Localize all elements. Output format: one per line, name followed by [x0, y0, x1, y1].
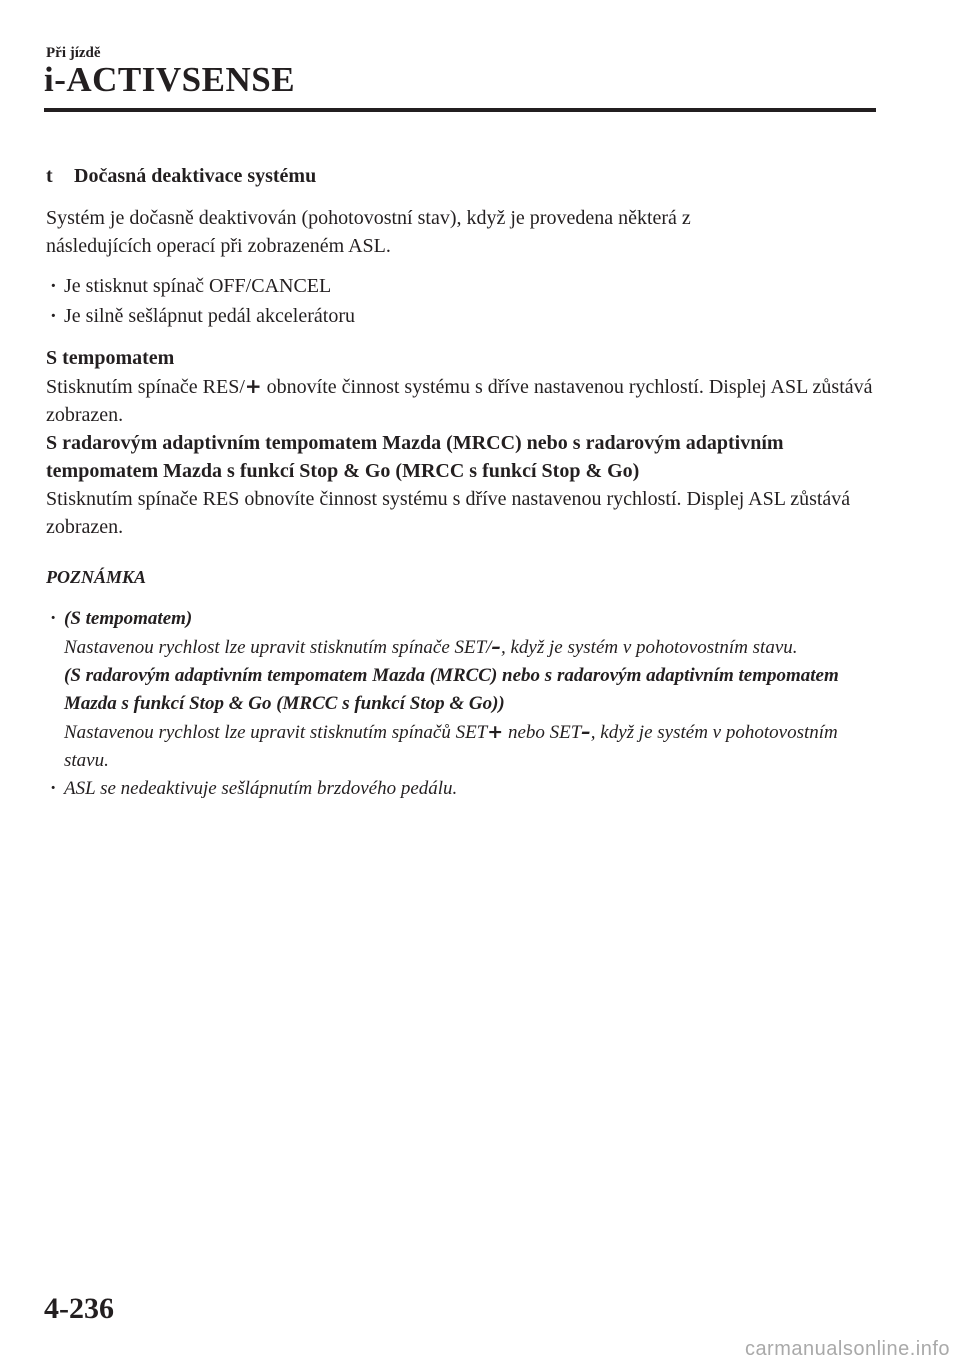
header-rule — [44, 108, 876, 112]
plus-icon: + — [487, 721, 504, 743]
plus-icon: + — [244, 374, 262, 398]
note-item-heading-2: (S radarovým adaptivním tempomatem Mazda (MRCC) nebo s radarovým adaptivním tempomatem Mazda s funkcí Stop & Go (MRCC s funkcí Stop & Go)) — [64, 665, 839, 714]
condition-list — [46, 272, 886, 330]
cruise-paragraph — [46, 372, 886, 429]
minus-icon: – — [491, 636, 501, 658]
note-text-start: Nastavenou rychlost lze upravit stisknutím spínače SET/ — [64, 637, 492, 658]
watermark: carmanualsonline.info — [744, 1338, 950, 1360]
cruise-text-end: obnovíte činnost systému s dříve nastavenou rychlostí. Displej ASL zůstává zobrazen. — [46, 376, 873, 426]
note-text-a: Nastavenou rychlost lze upravit stisknutím spínačů SET — [64, 722, 488, 743]
note-text-c: , když je systém v pohotovostním stavu. — [64, 722, 838, 771]
list-item: · Je stisknut spínač OFF/CANCEL — [46, 272, 886, 300]
cruise-text-start: Stisknutím spínače RES/ — [46, 376, 245, 398]
section-title: i-ACTIVSENSE — [44, 60, 296, 99]
note-heading: POZNÁMKA — [46, 567, 147, 587]
list-item: · Je silně sešlápnut pedál akcelerátoru — [46, 302, 886, 330]
note-item-text — [64, 633, 886, 662]
page-content — [46, 162, 886, 803]
subheading — [46, 162, 886, 190]
mrcc-heading: S radarovým adaptivním tempomatem Mazda (MRCC) nebo s radarovým adaptivním tempomatem Mazda s funkcí Stop & Go (MRCC s funkcí Stop & Go) — [46, 432, 784, 482]
intro-paragraph: Systém je dočasně deaktivován (pohotovostní stav), když je provedena některá z následujících operací při zobrazeném ASL. — [46, 207, 691, 257]
section-marker-icon: t — [46, 165, 53, 187]
subheading-text: Dočasná deaktivace systému — [74, 165, 317, 187]
chapter-label: Při jízdě — [46, 45, 101, 61]
note-item — [46, 605, 886, 775]
note-item: · ASL se nedeaktivuje sešlápnutím brzdového pedálu. — [46, 775, 886, 803]
note-item-text-2 — [64, 718, 886, 775]
mrcc-paragraph: Stisknutím spínače RES obnovíte činnost systému s dříve nastavenou rychlostí. Displej ASL zůstává zobrazen. — [46, 488, 851, 538]
minus-icon: – — [581, 721, 591, 743]
cruise-heading: S tempomatem — [46, 347, 175, 369]
page-number: 4-236 — [44, 1292, 114, 1325]
note-text-end: , když je systém v pohotovostním stavu. — [500, 637, 798, 658]
note-item-heading: · (S tempomatem) — [64, 608, 193, 629]
note-block — [46, 605, 886, 803]
note-text-b: nebo SET — [503, 722, 582, 743]
